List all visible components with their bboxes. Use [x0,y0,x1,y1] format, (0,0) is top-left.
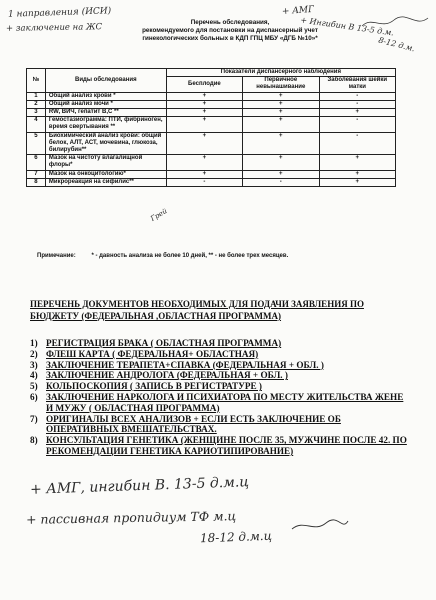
handwritten-note-top-left-2: + заключение на ЖС [5,22,103,34]
row-mark-miscarriage: + [243,132,320,155]
list-item [30,392,410,414]
list-item-text: РЕГИСТРАЦИЯ БРАКА ( ОБЛАСТНАЯ ПРОГРАММА) [46,338,282,348]
row-number: 8 [27,178,46,186]
row-mark-miscarriage: + [243,92,320,100]
row-mark-cervix: - [319,117,395,132]
column-header-cervix: Заболевания шейки матки [319,77,395,92]
list-item-number: 4) [30,370,38,381]
list-item-number: 6) [30,391,38,402]
scribble-mark-bottom [290,515,350,535]
row-mark-miscarriage: + [243,109,320,117]
column-header-name: Виды обследования [45,69,166,93]
table-row [27,132,396,155]
table-row [27,155,396,170]
row-mark-miscarriage: + [243,100,320,108]
handwritten-margin-note: Грей [149,207,169,223]
table-row [27,170,396,178]
footnote-text: * - давность анализа не более 10 дней, ** - не более трех месяцев. [91,253,289,259]
list-item-text: ОРИГИНАЛЫ ВСЕХ АНАЛИЗОВ + ЕСЛИ ЕСТЬ ЗАКЛЮЧЕНИЕ ОБ ОПЕРАТИВНЫХ ВМЕШАТЕЛЬСТВАХ. [46,413,341,435]
row-mark-infertility: + [166,155,242,170]
row-mark-infertility: + [166,100,242,108]
list-item [30,414,410,436]
row-mark-miscarriage: + [243,170,320,178]
row-number: 5 [27,132,46,155]
handwritten-note-top-left-1: 1 направления (ИСИ) [7,6,112,20]
list-item-text: ЗАКЛЮЧЕНИЕ АНДРОЛОГА (ФЕДЕРАЛЬНАЯ + ОБЛ. ) [46,370,288,381]
handwritten-note-bottom-1: + АМГ, ингибин В. 13-5 д.м.ц [29,474,250,498]
footnote-label: Примечание: [37,253,76,259]
row-exam-name: Мазок на чистоту влагалищной флоры* [45,155,166,170]
handwritten-note-top-right-1: + AMГ [281,4,315,18]
handwritten-note-top-right-2: + Ингибин В 13-5 д.м. [299,15,395,38]
list-item-number: 2) [30,348,38,359]
row-mark-infertility: + [166,117,242,132]
row-exam-name: Общий анализ мочи * [45,100,166,108]
column-header-group: Показатели диспансерного наблюдения [166,69,395,77]
header-line-3: гинекологических больных в КДП ГПЦ МБУ «ДГБ №10»* [142,35,318,42]
examination-table [26,68,396,187]
row-exam-name: Общий анализ крови * [45,92,166,100]
column-header-num: № [27,69,46,93]
list-item-number: 3) [30,359,38,370]
table-row [27,109,396,117]
row-mark-cervix: + [319,170,395,178]
column-header-infertility: Бесплодие [166,77,242,92]
row-mark-miscarriage: + [243,155,320,170]
table-header-row [27,69,396,77]
handwritten-note-top-right-3: 8-12 д.м. [377,35,416,54]
row-mark-cervix: + [319,178,395,186]
header-line-1: Перечень обследования, [190,19,270,26]
list-item-text: ФЛЕШ КАРТА ( ФЕДЕРАЛЬНАЯ+ ОБЛАСТНАЯ) [46,348,259,359]
table-row [27,117,396,132]
table-footnote [37,253,288,259]
list-item-text: КОНСУЛЬТАЦИЯ ГЕНЕТИКА (ЖЕНЩИНЕ ПОСЛЕ 35, МУЖЧИНЕ ПОСЛЕ 42. ПО РЕКОМЕНДАЦИИ ГЕНЕТИКА КАРИОТИПИРОВАНИЕ) [46,435,407,456]
documents-title: ПЕРЕЧЕНЬ ДОКУМЕНТОВ НЕОБХОДИМЫХ ДЛЯ ПОДАЧИ ЗАЯВЛЕНИЯ ПО БЮДЖЕТУ (ФЕДЕРАЛЬНАЯ ,ОБЛАСТНАЯ ПРОГРАММА) [30,299,364,321]
list-item-text: ЗАКЛЮЧЕНИЕ ТЕРАПЕТА+СПАВКА (ФЕДЕРАЛЬНАЯ + ОБЛ. ) [46,359,324,370]
list-item-number: 1) [30,338,38,348]
row-mark-infertility: + [166,109,242,117]
row-exam-name: Гемостазиограмма: ПТИ, фибриноген, время свертывания ** [45,117,166,132]
row-number: 3 [27,109,46,117]
list-item-number: 8) [30,435,38,446]
table-row [27,178,396,186]
list-item [30,435,410,457]
list-item-number: 7) [30,413,38,424]
row-number: 1 [27,92,46,100]
list-item-number: 5) [30,381,38,392]
row-mark-cervix: - [319,92,395,100]
row-mark-infertility: - [166,178,242,186]
row-mark-infertility: + [166,92,242,100]
row-exam-name: Микрореакция на сифилис** [45,178,166,186]
documents-list [30,338,410,457]
row-mark-cervix: - [319,100,395,108]
row-exam-name: Биохимический анализ крови: общий белок, АЛТ, АСТ, мочевина, глюкоза, билирубин** [45,132,166,155]
table-row [27,92,396,100]
row-mark-cervix: - [319,132,395,155]
handwritten-note-bottom-2: + пассивная пропидиум ТФ м.ц [25,508,237,527]
row-mark-miscarriage: - [243,178,320,186]
row-number: 4 [27,117,46,132]
row-exam-name: RW, ВИЧ, гепатит В,С ** [45,109,166,117]
scribble-mark-top [360,14,430,32]
document-header [130,19,330,43]
column-header-miscarriage: Первичное невынашивание [243,77,320,92]
list-item [30,349,410,360]
handwritten-note-bottom-3: 18-12 д.м.ц [199,528,273,546]
list-item [30,381,410,392]
list-item [30,360,410,371]
row-mark-cervix: + [319,109,395,117]
row-number: 7 [27,170,46,178]
header-line-2: рекомендуемого для постановки на диспансерный учет [142,27,318,34]
row-number: 6 [27,155,46,170]
row-mark-infertility: + [166,132,242,155]
row-mark-cervix: + [319,155,395,170]
row-number: 2 [27,100,46,108]
list-item [30,338,410,349]
list-item-text: ЗАКЛЮЧЕНИЕ НАРКОЛОГА И ПСИХИАТОРА ПО МЕСТУ ЖИТЕЛЬСТВА ЖЕНЕ И МУЖУ ( ОБЛАСТНАЯ ПРОГРАММА) [46,391,404,413]
list-item [30,370,410,381]
table-row [27,100,396,108]
row-mark-infertility: + [166,170,242,178]
list-item-text: КОЛЬПОСКОПИЯ ( ЗАПИСЬ В РЕГИСТРАТУРЕ ) [46,381,262,392]
row-mark-miscarriage: + [243,117,320,132]
row-exam-name: Мазок на онкоцитологию* [45,170,166,178]
